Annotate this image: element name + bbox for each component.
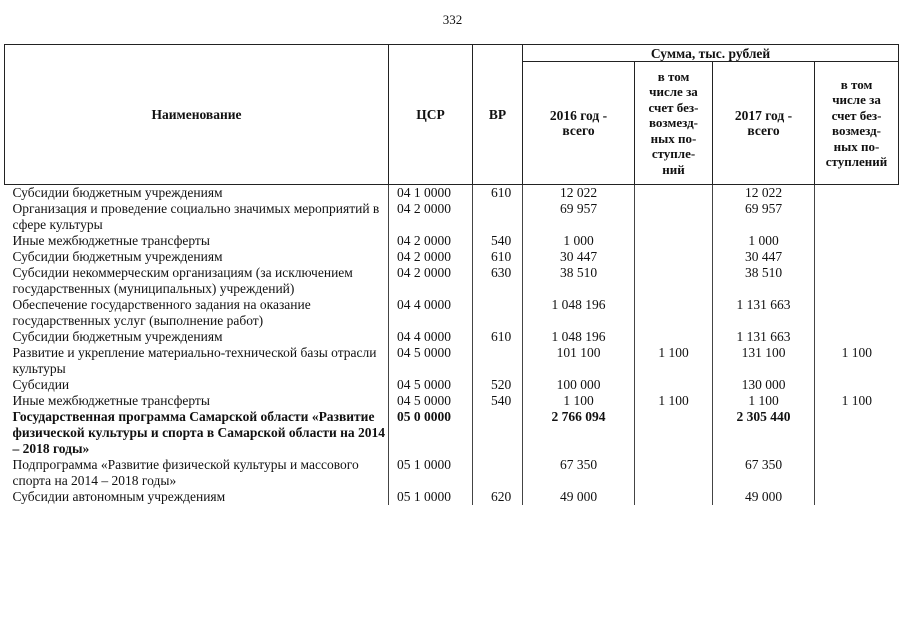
row-2017-free <box>815 329 899 345</box>
table-row <box>5 201 899 233</box>
row-vr: 540 <box>473 233 523 249</box>
row-2016-free <box>635 233 713 249</box>
column-header-sum: Сумма, тыс. рублей <box>523 45 899 62</box>
column-header-2017-total: 2017 год - всего <box>713 62 815 185</box>
row-2016-total: 1 000 <box>523 233 635 249</box>
column-header-2016-free: в том числе за счет без- возмезд- ных по- ступле- ний <box>635 62 713 185</box>
row-2017-free <box>815 297 899 329</box>
table-row <box>5 345 899 377</box>
row-2017-total: 30 447 <box>713 249 815 265</box>
row-csr: 04 5 0000 <box>389 393 473 409</box>
row-2017-total: 1 000 <box>713 233 815 249</box>
table-row <box>5 489 899 505</box>
row-2017-total: 1 131 663 <box>713 329 815 345</box>
row-csr: 04 4 0000 <box>389 329 473 345</box>
row-2016-free <box>635 377 713 393</box>
table-row <box>5 393 899 409</box>
row-2017-free <box>815 377 899 393</box>
row-csr: 04 1 0000 <box>389 185 473 202</box>
row-2016-free <box>635 489 713 505</box>
row-2016-total: 1 048 196 <box>523 329 635 345</box>
table-row <box>5 185 899 202</box>
row-csr: 04 2 0000 <box>389 201 473 233</box>
row-2017-free <box>815 201 899 233</box>
row-csr: 05 1 0000 <box>389 457 473 489</box>
row-name: Иные межбюджетные трансферты <box>5 393 389 409</box>
row-vr: 540 <box>473 393 523 409</box>
row-2016-free <box>635 457 713 489</box>
row-vr: 610 <box>473 329 523 345</box>
row-2017-total: 38 510 <box>713 265 815 297</box>
table-row <box>5 233 899 249</box>
row-2017-total: 69 957 <box>713 201 815 233</box>
row-csr: 04 4 0000 <box>389 297 473 329</box>
row-vr: 620 <box>473 489 523 505</box>
row-2016-total: 1 048 196 <box>523 297 635 329</box>
row-name: Субсидии бюджетным учреждениям <box>5 329 389 345</box>
row-csr: 05 0 0000 <box>389 409 473 457</box>
row-2017-free <box>815 457 899 489</box>
row-name: Обеспечение государственного задания на оказание государственных услуг (выполнение работ) <box>5 297 389 329</box>
row-2017-total: 12 022 <box>713 185 815 202</box>
row-2016-total: 12 022 <box>523 185 635 202</box>
row-name: Субсидии бюджетным учреждениям <box>5 249 389 265</box>
row-2017-free: 1 100 <box>841 393 872 408</box>
budget-table <box>4 44 899 505</box>
row-2017-free <box>815 233 899 249</box>
row-2016-free <box>635 329 713 345</box>
row-vr <box>473 345 523 377</box>
row-csr: 04 2 0000 <box>389 265 473 297</box>
row-name: Иные межбюджетные трансферты <box>5 233 389 249</box>
row-vr: 630 <box>473 265 523 297</box>
row-2017-total: 49 000 <box>713 489 815 505</box>
row-2017-free <box>815 409 899 457</box>
row-csr: 04 2 0000 <box>389 249 473 265</box>
column-header-2016-total: 2016 год - всего <box>523 62 635 185</box>
row-2016-free <box>635 185 713 202</box>
table-row <box>5 409 899 457</box>
table-row <box>5 265 899 297</box>
column-header-name: Наименование <box>5 45 389 185</box>
table-row <box>5 329 899 345</box>
row-2017-total: 2 305 440 <box>713 409 815 457</box>
row-name: Государственная программа Самарской области «Развитие физической культуры и спорта в Самарской области на 2014 – 2018 годы» <box>5 409 389 457</box>
row-csr: 04 5 0000 <box>389 377 473 393</box>
row-2016-free <box>635 409 713 457</box>
row-vr <box>473 457 523 489</box>
row-name: Организация и проведение социально значимых мероприятий в сфере культуры <box>5 201 389 233</box>
table-row <box>5 297 899 329</box>
row-2017-total: 67 350 <box>713 457 815 489</box>
row-vr: 610 <box>473 249 523 265</box>
row-vr <box>473 297 523 329</box>
column-header-vr: ВР <box>473 45 523 185</box>
row-vr: 520 <box>473 377 523 393</box>
row-2017-total: 1 100 <box>713 393 815 409</box>
row-2016-free: 1 100 <box>635 345 713 377</box>
row-csr: 04 2 0000 <box>389 233 473 249</box>
row-2016-total: 2 766 094 <box>523 409 635 457</box>
column-header-2017-free: в том числе за счет без- возмезд- ных по- ступлений <box>815 62 899 185</box>
row-vr <box>473 201 523 233</box>
row-csr: 04 5 0000 <box>389 345 473 377</box>
table-row <box>5 457 899 489</box>
row-vr: 610 <box>473 185 523 202</box>
row-2016-free <box>635 297 713 329</box>
page-number: 332 <box>442 12 463 27</box>
row-csr: 05 1 0000 <box>389 489 473 505</box>
row-2017-total: 131 100 <box>713 345 815 377</box>
row-name: Субсидии бюджетным учреждениям <box>5 185 389 202</box>
row-2017-free <box>815 265 899 297</box>
row-2016-free: 1 100 <box>635 393 713 409</box>
row-2016-free <box>635 201 713 233</box>
row-2016-total: 100 000 <box>523 377 635 393</box>
row-2016-total: 1 100 <box>523 393 635 409</box>
table-row <box>5 249 899 265</box>
row-2016-total: 67 350 <box>523 457 635 489</box>
row-2017-free: 1 100 <box>841 345 872 360</box>
row-2017-free <box>815 185 899 202</box>
column-header-csr: ЦСР <box>389 45 473 185</box>
row-2016-total: 101 100 <box>523 345 635 377</box>
row-name: Субсидии <box>5 377 389 393</box>
row-name: Развитие и укрепление материально-технической базы отрасли культуры <box>5 345 389 377</box>
row-2016-total: 49 000 <box>523 489 635 505</box>
table-row <box>5 377 899 393</box>
row-2016-free <box>635 265 713 297</box>
row-2017-free <box>815 249 899 265</box>
row-2016-free <box>635 249 713 265</box>
row-name: Подпрограмма «Развитие физической культуры и массового спорта на 2014 – 2018 годы» <box>5 457 389 489</box>
row-2016-total: 30 447 <box>523 249 635 265</box>
row-2017-total: 1 131 663 <box>713 297 815 329</box>
row-2016-total: 69 957 <box>523 201 635 233</box>
row-name: Субсидии некоммерческим организациям (за исключением государственных (муниципальных) учреждений) <box>5 265 389 297</box>
row-vr <box>473 409 523 457</box>
table-body <box>5 185 899 506</box>
row-2017-total: 130 000 <box>713 377 815 393</box>
row-2017-free <box>815 489 899 505</box>
row-2016-total: 38 510 <box>523 265 635 297</box>
row-name: Субсидии автономным учреждениям <box>5 489 389 505</box>
